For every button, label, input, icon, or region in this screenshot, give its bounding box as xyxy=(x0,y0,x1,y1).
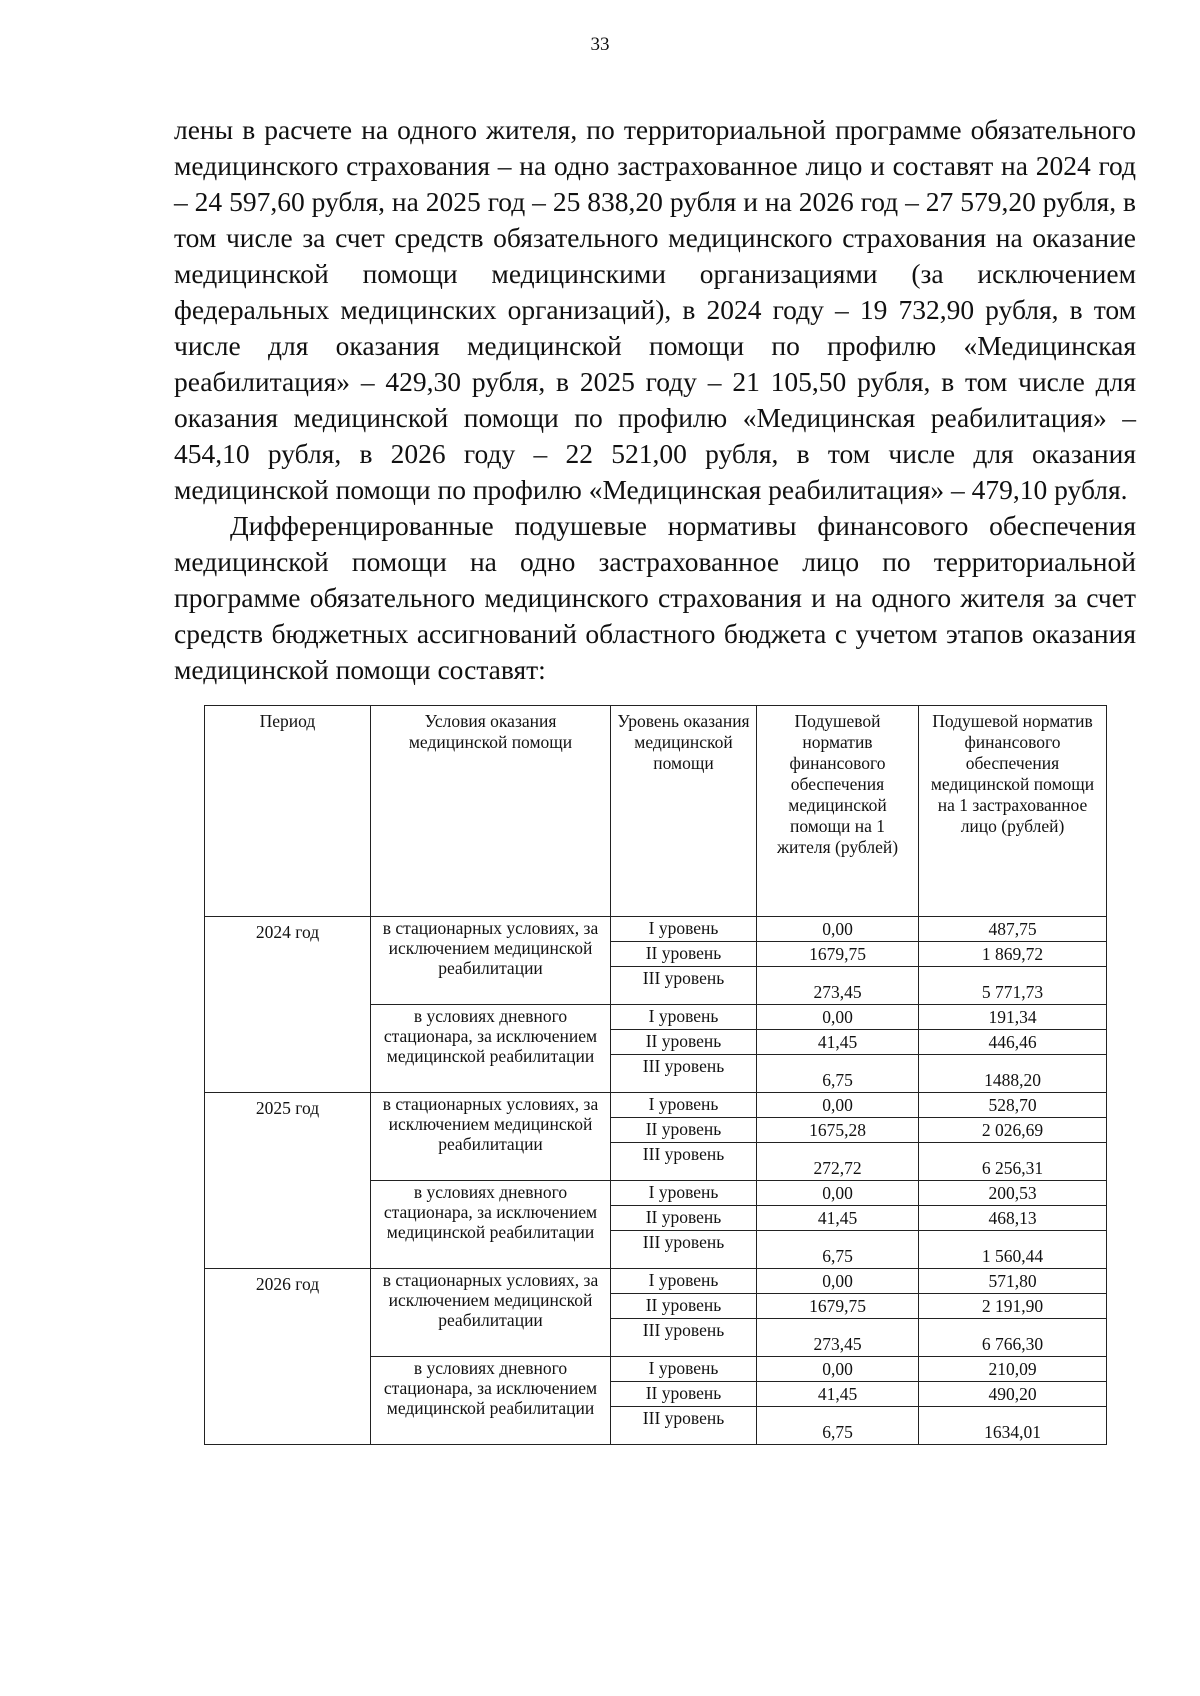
per-insured-cell: 468,13 xyxy=(919,1206,1107,1231)
per-insured-cell: 5 771,73 xyxy=(919,967,1107,1005)
level-cell: III уровень xyxy=(611,1407,757,1445)
period-cell: 2026 год xyxy=(205,1269,371,1445)
per-insured-cell: 490,20 xyxy=(919,1382,1107,1407)
body-text xyxy=(174,112,1136,688)
per-insured-cell: 200,53 xyxy=(919,1181,1107,1206)
level-cell: II уровень xyxy=(611,1382,757,1407)
per-insured-cell: 571,80 xyxy=(919,1269,1107,1294)
level-cell: III уровень xyxy=(611,1231,757,1269)
per-resident-cell: 0,00 xyxy=(757,1357,919,1382)
level-cell: II уровень xyxy=(611,1118,757,1143)
per-resident-cell: 6,75 xyxy=(757,1407,919,1445)
per-insured-cell: 2 026,69 xyxy=(919,1118,1107,1143)
per-resident-cell: 272,72 xyxy=(757,1143,919,1181)
header-per-resident: Подушевой норматив финансового обеспечения медицинской помощи на 1 жителя (рублей) xyxy=(757,706,919,917)
table-row xyxy=(205,1269,1107,1294)
level-cell: II уровень xyxy=(611,1030,757,1055)
per-insured-cell: 210,09 xyxy=(919,1357,1107,1382)
per-insured-cell: 1488,20 xyxy=(919,1055,1107,1093)
paragraph-2: Дифференцированные подушевые нормативы финансового обеспечения медицинской помощи на одно застрахованное лицо по территориальной программе обязательного медицинского страхования и на одного жителя за счет средств бюджетных ассигнований областного бюджета с учетом этапов оказания медицинской помощи составят: xyxy=(174,510,1136,685)
per-resident-cell: 41,45 xyxy=(757,1030,919,1055)
per-insured-cell: 528,70 xyxy=(919,1093,1107,1118)
header-level: Уровень оказания медицинской помощи xyxy=(611,706,757,917)
per-insured-cell: 1634,01 xyxy=(919,1407,1107,1445)
level-cell: III уровень xyxy=(611,1055,757,1093)
page-number: 33 xyxy=(590,34,610,55)
level-cell: III уровень xyxy=(611,1319,757,1357)
per-resident-cell: 0,00 xyxy=(757,1005,919,1030)
paragraph-1: лены в расчете на одного жителя, по территориальной программе обязательного медицинского страхования – на одно застрахованное лицо и составят на 2024 год – 24 597,60 рубля, на 2025 год – 25 838,20 рубля и на 2026 год – 27 579,20 рубля, в том числе за счет средств обязательного медицинского страхования на оказание медицинской помощи медицинскими организациями (за исключением федеральных медицинских организаций), в 2024 году – 19 732,90 рубля, в том числе для оказания медицинской помощи по профилю «Медицинская реабилитация» – 429,30 рубля, в 2025 году – 21 105,50 рубля, в том числе для оказания медицинской помощи по профилю «Медицинская реабилитация» – 454,10 рубля, в 2026 году – 22 521,00 рубля, в том числе для оказания медицинской помощи по профилю «Медицинская реабилитация» – 479,10 рубля. xyxy=(174,114,1136,505)
per-resident-cell: 0,00 xyxy=(757,1093,919,1118)
condition-cell: в стационарных условиях, за исключением медицинской реабилитации xyxy=(371,1093,611,1181)
per-resident-cell: 273,45 xyxy=(757,967,919,1005)
per-resident-cell: 0,00 xyxy=(757,1181,919,1206)
table-row xyxy=(205,1093,1107,1118)
period-cell: 2025 год xyxy=(205,1093,371,1269)
table-body xyxy=(205,917,1107,1445)
per-resident-cell: 41,45 xyxy=(757,1206,919,1231)
per-resident-cell: 6,75 xyxy=(757,1231,919,1269)
period-cell: 2024 год xyxy=(205,917,371,1093)
header-conditions: Условия оказания медицинской помощи xyxy=(371,706,611,917)
condition-cell: в стационарных условиях, за исключением медицинской реабилитации xyxy=(371,1269,611,1357)
per-resident-cell: 0,00 xyxy=(757,1269,919,1294)
per-resident-cell: 273,45 xyxy=(757,1319,919,1357)
condition-cell: в условиях дневного стационара, за исключением медицинской реабилитации xyxy=(371,1357,611,1445)
level-cell: I уровень xyxy=(611,1357,757,1382)
table-header-row xyxy=(205,706,1107,917)
per-resident-cell: 1679,75 xyxy=(757,1294,919,1319)
level-cell: I уровень xyxy=(611,1005,757,1030)
level-cell: II уровень xyxy=(611,942,757,967)
per-insured-cell: 6 256,31 xyxy=(919,1143,1107,1181)
per-insured-cell: 2 191,90 xyxy=(919,1294,1107,1319)
financing-norms-table xyxy=(204,705,1107,1445)
per-insured-cell: 487,75 xyxy=(919,917,1107,942)
level-cell: III уровень xyxy=(611,1143,757,1181)
level-cell: III уровень xyxy=(611,967,757,1005)
level-cell: II уровень xyxy=(611,1206,757,1231)
level-cell: II уровень xyxy=(611,1294,757,1319)
header-per-insured: Подушевой норматив финансового обеспечения медицинской помощи на 1 застрахованное лицо (рублей) xyxy=(919,706,1107,917)
level-cell: I уровень xyxy=(611,1181,757,1206)
per-insured-cell: 1 869,72 xyxy=(919,942,1107,967)
per-resident-cell: 1679,75 xyxy=(757,942,919,967)
per-insured-cell: 1 560,44 xyxy=(919,1231,1107,1269)
table-row xyxy=(205,917,1107,942)
condition-cell: в условиях дневного стационара, за исключением медицинской реабилитации xyxy=(371,1005,611,1093)
condition-cell: в условиях дневного стационара, за исключением медицинской реабилитации xyxy=(371,1181,611,1269)
header-period: Период xyxy=(205,706,371,917)
per-resident-cell: 6,75 xyxy=(757,1055,919,1093)
level-cell: I уровень xyxy=(611,1269,757,1294)
condition-cell: в стационарных условиях, за исключением медицинской реабилитации xyxy=(371,917,611,1005)
level-cell: I уровень xyxy=(611,917,757,942)
level-cell: I уровень xyxy=(611,1093,757,1118)
per-resident-cell: 41,45 xyxy=(757,1382,919,1407)
per-resident-cell: 0,00 xyxy=(757,917,919,942)
per-resident-cell: 1675,28 xyxy=(757,1118,919,1143)
per-insured-cell: 6 766,30 xyxy=(919,1319,1107,1357)
per-insured-cell: 446,46 xyxy=(919,1030,1107,1055)
per-insured-cell: 191,34 xyxy=(919,1005,1107,1030)
